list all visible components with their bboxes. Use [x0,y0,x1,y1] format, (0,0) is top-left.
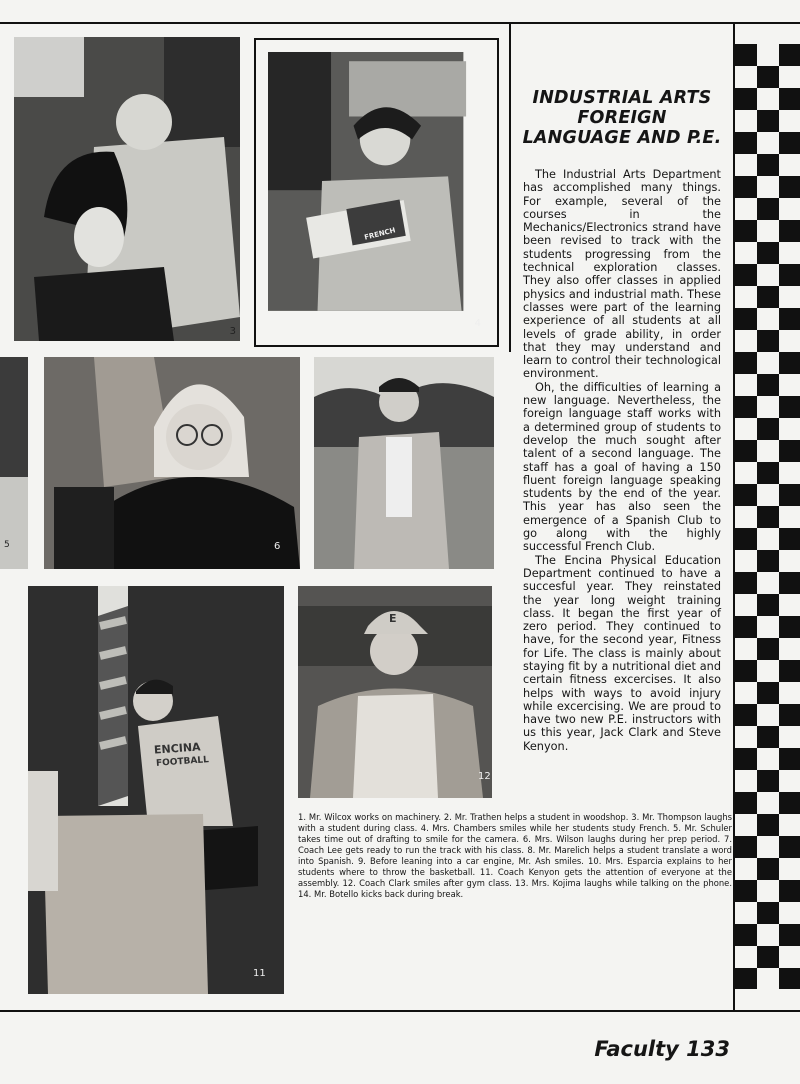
checkerboard-border [735,44,800,989]
text-box-left-rule [509,24,511,352]
top-rule [0,22,800,24]
photo-number: 11 [253,968,266,979]
photo-number: 4 [474,318,481,329]
photo-number: 12 [478,771,491,782]
photo-cropped-left [0,357,28,569]
bottom-rule [0,1010,800,1012]
photo-teacher-with-french-book [254,38,499,347]
photo-7-image [314,357,494,569]
photo-6-image [44,357,300,569]
article-body [523,168,721,753]
photo-coach-with-cap [298,586,492,798]
shirt-text-line1: ENCINA [153,740,202,757]
article-title: INDUSTRIAL ARTS FOREIGN LANGUAGE AND P.E. [522,88,722,148]
photo-5-image [0,357,28,569]
paragraph-pe: The Encina Physical Education Department continued to have a succesful year. They reinstated the year long weight training class. It began the first year of zero period. They continued to have, for the second year, Fitness for Life. The class is mainly about staying fit by a nutritional diet and certain fitness excercises. It also helps with ways to avoid injury while excercising. We are proud to have two new P.E. instructors with us this year, Jack Clark and Steve Kenyon. [523,553,721,753]
photo-4-image [268,52,485,333]
cap-letter: E [389,612,397,625]
page-folio: Faculty 133 [594,1037,730,1061]
photo-number: 5 [4,540,10,550]
book-cover-text: FRENCH [363,226,397,242]
photo-coach-at-podium [28,586,284,994]
paragraph-foreign-language: Oh, the difficulties of learning a new language. Nevertheless, the foreign language staff works with a determined group of students to develop the much sought after talent of a second language. The staff has a goal of having a 150 fluent foreign language speaking students by the end of the year. This year has also seen the emergence of a Spanish Club to go along with the highly successful French Club. [523,380,721,554]
photo-teacher-with-glasses [44,357,300,569]
photo-captions: 1. Mr. Wilcox works on machinery. 2. Mr. Trathen helps a student in woodshop. 3. Mr. Thompson laughs with a student during class. 4. Mrs. Chambers smiles while her students study French. 5. Mr. Schuler takes time out of drafting to smile for the camera. 6. Mrs. Wilson laughs during her prep period. 7. Coach Lee gets ready to run the track with his class. 8. Mr. Marelich helps a student translate a word into Spanish. 9. Before leaning into a car engine, Mr. Ash smiles. 10. Mrs. Esparcia explains to her students where to throw the basketball. 11. Coach Kenyon gets the attention of everyone at the assembly. 12. Coach Clark smiles after gym class. 13. Mrs. Kojima laughs while talking on the phone. 14. Mr. Botello kicks back during break. [298,812,732,899]
photo-number: 6 [274,541,281,552]
photo-coach-on-field [314,357,494,569]
paragraph-industrial-arts: The Industrial Arts Department has accomplished many things. For example, several of the courses in the Mechanics/Electronics strand have been revised to track with the students progressing from the technical exploration classes. They also offer classes in applied physics and industrial math. These classes were part of the learning experience of all students at all levels of grade ability, in order that they may understand and learn to control their technological environment. [523,168,721,381]
photo-number: 3 [229,326,236,337]
photo-11-image [28,586,284,994]
photo-3-image [14,37,240,341]
photo-teacher-with-student [14,37,240,341]
shirt-text-line2: FOOTBALL [155,755,210,769]
